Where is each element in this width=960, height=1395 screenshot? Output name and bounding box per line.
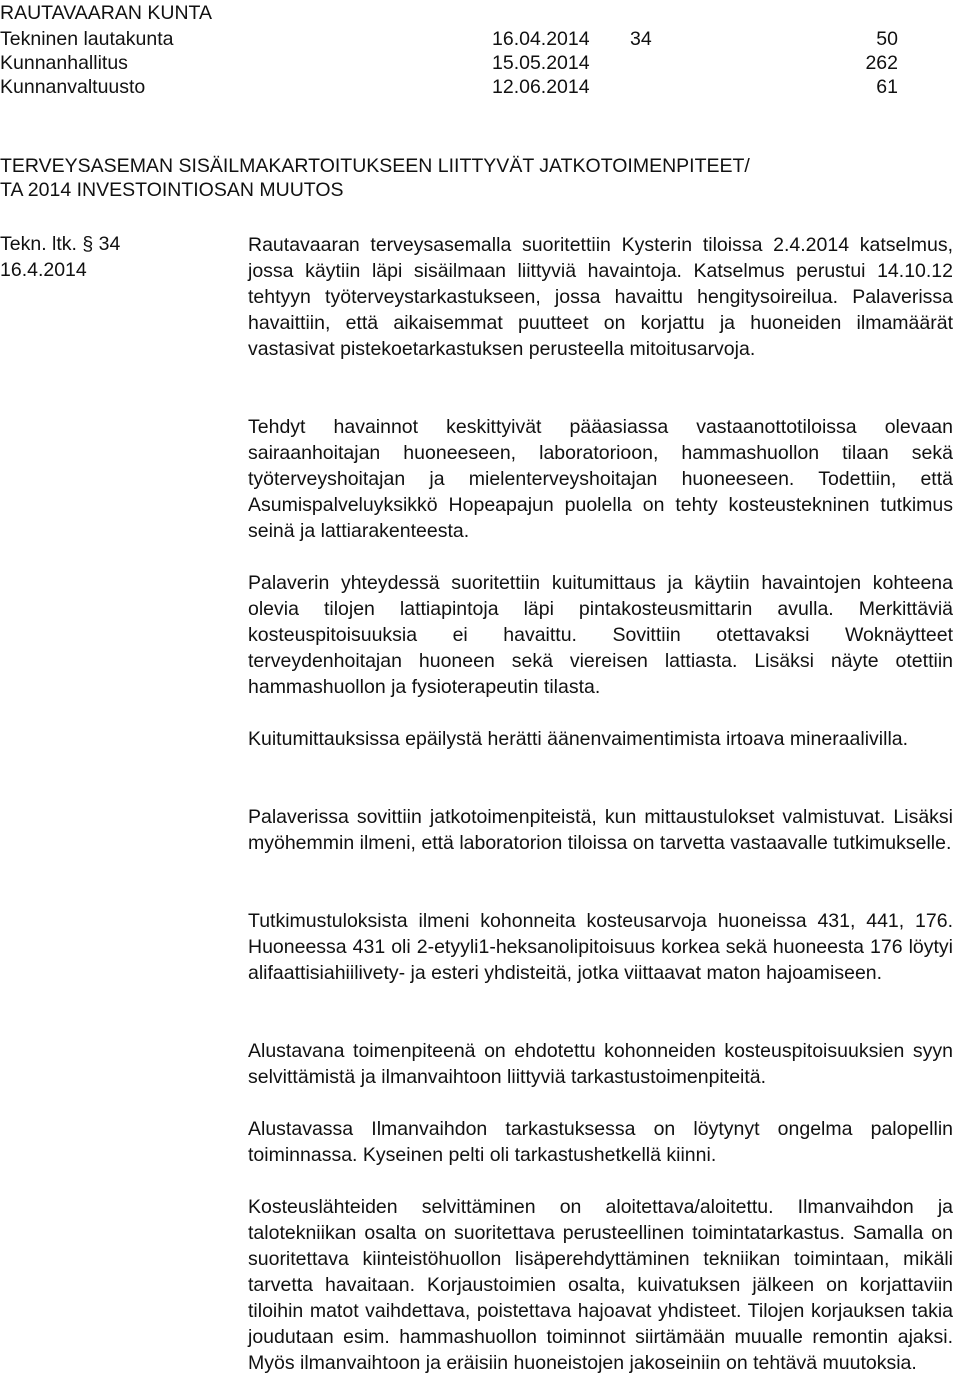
meeting-name: Kunnanvaltuusto (0, 76, 146, 98)
meeting-name: Kunnanhallitus (0, 52, 128, 74)
meeting-name: Tekninen lautakunta (0, 28, 174, 50)
meeting-page: 50 (876, 28, 898, 50)
meeting-row (0, 27, 900, 51)
committee-date: 16.4.2014 (0, 259, 87, 281)
meeting-row (0, 75, 900, 99)
meeting-page: 61 (876, 76, 898, 98)
paragraph: Kosteuslähteiden selvittäminen on aloitettava/aloitettu. Ilmanvaihdon ja talotekniikan osalta on suoritettava perusteellinen toimintatarkastus. Samalla on suoritettava kiinteistöhuollon lisäperehdyttäminen tekniikan toimintaan, mikäli tarvetta havaitaan. Korjaustoimien osalta, kuivatuksen jälkeen on korjattaviin tiloihin matot vaihdettava, poistettava hajoavat yhdisteet. Tilojen korjauksen takia joudutaan esim. hammashuollon toiminnot siirtämään muualle remontin ajaksi. Myös ilmanvaihtoon ja eräisiin huoneistojen jakoseiniin on tehtävä muutoksia. (248, 1196, 953, 1374)
committee-reference: Tekn. ltk. § 34 (0, 233, 121, 255)
document-title-line-1: TERVEYSASEMAN SISÄILMAKARTOITUKSEEN LIITTYVÄT JATKOTOIMENPITEET/ (0, 155, 750, 177)
meeting-date: 16.04.2014 (492, 28, 590, 50)
paragraph: Rautavaaran terveysasemalla suoritettiin Kysterin tiloissa 2.4.2014 katselmus, jossa käytiin läpi sisäilmaan liittyviä havaintoja. Katselmus perustui 14.10.12 tehtyyn työterveystarkastukseen, jossa havaittu hengitysoireilua. Palaverissa havaittiin, että aikaisemmat puutteet on korjattu ja huoneiden ilmamäärät vastasivat pistekoetarkastuksen perusteella mitoitusarvoja. (248, 234, 953, 360)
meeting-date: 15.05.2014 (492, 52, 590, 74)
meeting-date: 12.06.2014 (492, 76, 590, 98)
meeting-section: 34 (630, 28, 652, 50)
paragraph: Palaverissa sovittiin jatkotoimenpiteistä, kun mittaustulokset valmistuvat. Lisäksi myöhemmin ilmeni, että laboratorion tiloissa on tarvetta vastaavalle tutkimukselle. (248, 806, 953, 854)
organization-name: RAUTAVAARAN KUNTA (0, 2, 212, 24)
document-title-line-2: TA 2014 INVESTOINTIOSAN MUUTOS (0, 179, 344, 201)
paragraph: Tehdyt havainnot keskittyivät pääasiassa vastaanottotiloissa olevaan sairaanhoitajan huoneeseen, laboratorioon, hammashuollon tilaan sekä työterveyshoitajan ja mielenterveyshoitajan huoneeseen. Todettiin, että Asumispalveluyksikkö Hopeapajun puolella on tehty kosteustekninen tutkimus seinä ja lattiarakenteesta. (248, 416, 953, 542)
paragraph: Alustavassa Ilmanvaihdon tarkastuksessa on löytynyt ongelma palopellin toiminnassa. Kyseinen pelti oli tarkastushetkellä kiinni. (248, 1118, 953, 1166)
paragraph: Tutkimustuloksista ilmeni kohonneita kosteusarvoja huoneissa 431, 441, 176. Huoneessa 431 oli 2-etyyli1-heksanolipitoisuus korkea sekä huoneesta 176 löytyi alifaattisiahiilivety- ja esteri yhdisteitä, jotka viittaavat maton hajoamiseen. (248, 910, 953, 984)
paragraph: Alustavana toimenpiteenä on ehdotettu kohonneiden kosteuspitoisuuksien syyn selvittämistä ja ilmanvaihtoon liittyviä tarkastustoimenpiteitä. (248, 1040, 953, 1088)
meeting-row (0, 51, 900, 75)
meeting-page: 262 (865, 52, 898, 74)
paragraph: Palaverin yhteydessä suoritettiin kuitumittaus ja käytiin havaintojen kohteena olevia tilojen lattiapintoja läpi pintakosteusmittarin avulla. Merkittäviä kosteuspitoisuuksia ei havaittu. Sovittiin otettavaksi Woknäytteet terveydenhoitajan huoneen sekä viereisen lattiasta. Lisäksi näyte otettiin hammashuollon ja fysioterapeutin tilasta. (248, 572, 953, 698)
paragraph: Kuitumittauksissa epäilystä herätti äänenvaimentimista irtoava mineraalivilla. (248, 728, 909, 750)
